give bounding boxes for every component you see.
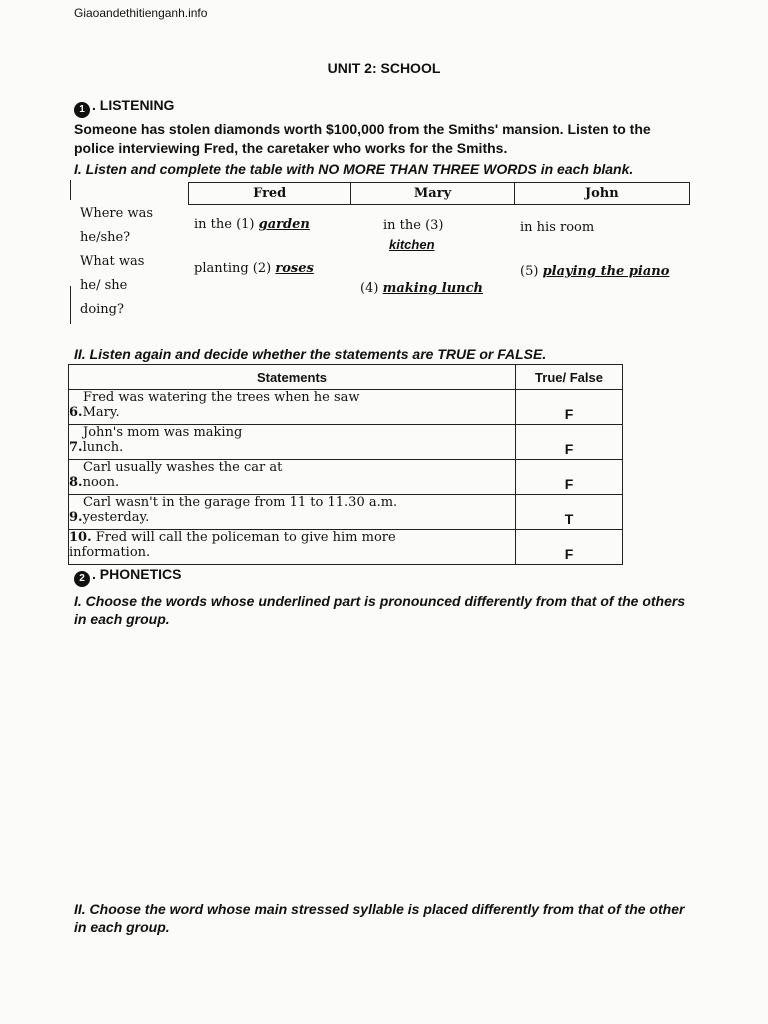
answer-7: F xyxy=(516,425,623,460)
header-john: John xyxy=(514,183,689,205)
statement-10 xyxy=(69,530,516,565)
answer-6: F xyxy=(516,390,623,425)
mary-doing-cell xyxy=(360,281,483,296)
row-label-doing-1: What was xyxy=(80,254,145,269)
statement-line: Carl wasn't in the garage from 11 to 11.30 a.m. xyxy=(83,495,398,510)
statement-8 xyxy=(69,460,516,495)
answer-roses: roses xyxy=(275,261,314,276)
phonetics-task-2: II. Choose the word whose main stressed syllable is placed differently from that of the other in each group. xyxy=(74,901,685,935)
statement-line: information. xyxy=(69,545,151,560)
row-label-doing-2: he/ she xyxy=(80,278,128,293)
statement-number: 7. xyxy=(69,440,83,455)
section-number-badge: 1 xyxy=(74,102,90,118)
blank-number: (5) xyxy=(520,264,539,279)
table-row xyxy=(69,530,623,565)
answer-garden: garden xyxy=(258,217,310,232)
john-where-cell: in his room xyxy=(520,220,595,235)
unit-title: UNIT 2: SCHOOL xyxy=(327,60,441,76)
statement-line xyxy=(69,510,515,525)
answer-9: T xyxy=(516,495,623,530)
statements-header: Statements xyxy=(69,365,516,390)
statement-line xyxy=(69,530,515,545)
answer-kitchen: kitchen xyxy=(389,237,435,252)
listening-table-header xyxy=(188,182,690,205)
listening-task-2: II. Listen again and decide whether the statements are TRUE or FALSE. xyxy=(74,346,547,362)
listening-heading-text: . LISTENING xyxy=(92,97,175,113)
statement-line: Fred was watering the trees when he saw xyxy=(83,390,360,405)
table-row xyxy=(69,390,623,425)
row-label-where-1: Where was xyxy=(80,206,154,221)
table-left-border xyxy=(70,180,71,200)
statement-text: lunch. xyxy=(82,440,124,455)
statement-text: noon. xyxy=(82,475,120,490)
listening-heading xyxy=(74,97,174,118)
phonetics-heading xyxy=(74,566,181,587)
section-number-badge: 2 xyxy=(74,571,90,587)
fred-doing-cell xyxy=(194,261,314,276)
statement-line: John's mom was making xyxy=(83,425,243,440)
true-false-header: True/ False xyxy=(516,365,623,390)
mary-where-cell: in the (3) xyxy=(383,218,444,233)
statement-text: Mary. xyxy=(82,405,120,420)
fred-where-cell xyxy=(194,217,310,232)
answer-8: F xyxy=(516,460,623,495)
statement-text: yesterday. xyxy=(82,510,150,525)
table-left-border xyxy=(70,286,71,324)
statement-number: 9. xyxy=(69,510,83,525)
table-row xyxy=(69,495,623,530)
answer-playing-piano: playing the piano xyxy=(542,264,670,279)
blank-number: (4) xyxy=(360,281,379,296)
answer-10: F xyxy=(516,530,623,565)
statement-line: Carl usually washes the car at xyxy=(83,460,283,475)
statement-number: 8. xyxy=(69,475,83,490)
blank-number: planting (2) xyxy=(194,261,272,276)
john-doing-cell xyxy=(520,264,669,279)
listening-intro: Someone has stolen diamonds worth $100,000 from the Smiths' mansion. Listen to the police interviewing Fred, the caretaker who works for the Smiths. xyxy=(74,121,651,156)
header-mary: Mary xyxy=(351,183,514,205)
statement-6 xyxy=(69,390,516,425)
statement-line xyxy=(69,440,515,455)
statement-line xyxy=(69,405,515,420)
statement-line xyxy=(69,475,515,490)
row-label-where-2: he/she? xyxy=(80,230,131,245)
statement-9 xyxy=(69,495,516,530)
row-label-doing-3: doing? xyxy=(80,302,124,317)
statement-number: 6. xyxy=(69,405,83,420)
site-watermark: Giaoandethitienganh.info xyxy=(74,6,208,20)
table-row xyxy=(69,460,623,495)
statement-number: 10. xyxy=(69,530,92,545)
blank-number: in the (1) xyxy=(194,217,255,232)
phonetics-task-1: I. Choose the words whose underlined part is pronounced differently from that of the others in each group. xyxy=(74,593,686,627)
statement-text: Fred will call the policeman to give him more xyxy=(95,530,396,545)
phonetics-heading-text: . PHONETICS xyxy=(92,566,182,582)
answer-making-lunch: making lunch xyxy=(382,281,483,296)
statement-7 xyxy=(69,425,516,460)
true-false-table xyxy=(68,364,623,565)
header-fred: Fred xyxy=(189,183,351,205)
listening-task-1: I. Listen and complete the table with NO MORE THAN THREE WORDS in each blank. xyxy=(74,161,634,177)
table-row xyxy=(69,425,623,460)
